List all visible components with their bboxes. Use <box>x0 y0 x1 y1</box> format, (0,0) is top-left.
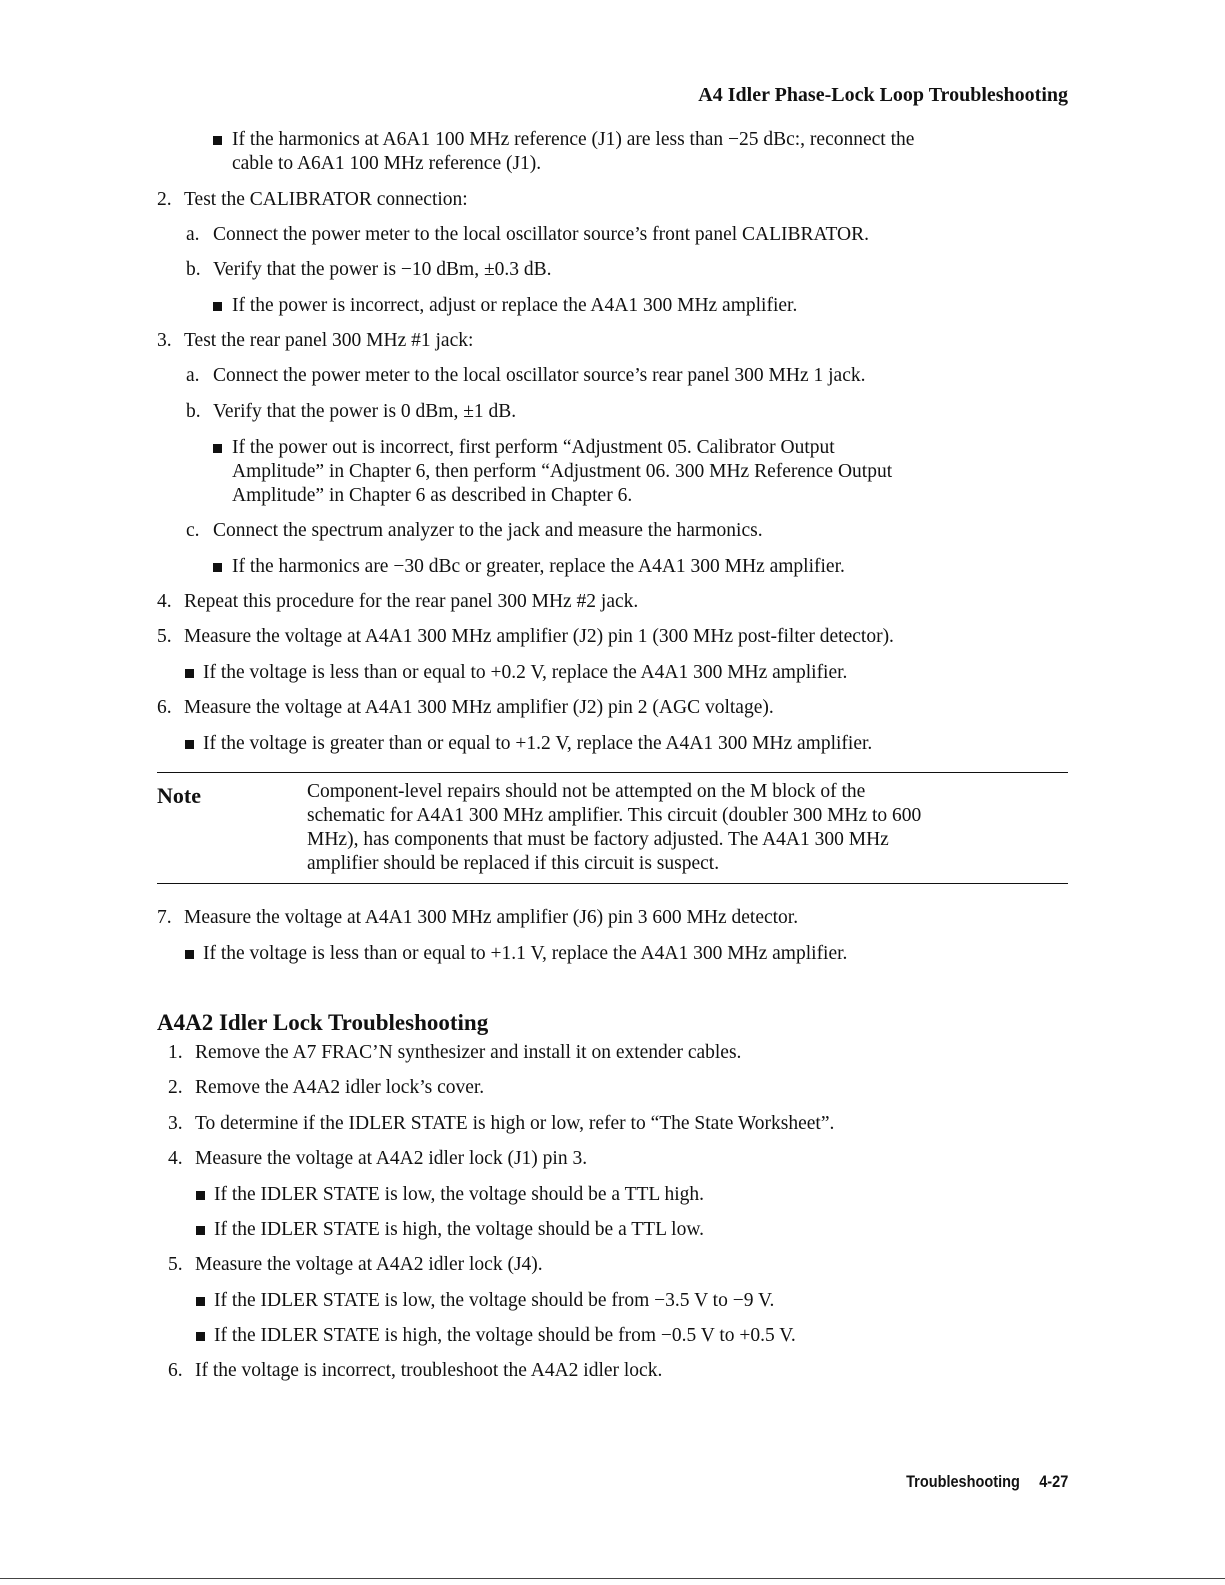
step-3a-label: a. <box>186 365 200 386</box>
step-2b-text: Verify that the power is −10 dBm, ±0.3 dB. <box>213 259 552 280</box>
page-footer <box>906 1473 1068 1492</box>
running-header: A4 Idler Phase-Lock Loop Troubleshooting <box>698 84 1068 106</box>
idler-step-3-number: 3. <box>168 1113 183 1134</box>
bullet-icon <box>196 1297 205 1306</box>
idler-step-1-text: Remove the A7 FRAC’N synthesizer and install it on extender cables. <box>195 1042 742 1063</box>
step-3a-text: Connect the power meter to the local oscillator source’s rear panel 300 MHz 1 jack. <box>213 365 866 386</box>
note-line-3: MHz), has components that must be factory adjusted. The A4A1 300 MHz <box>307 829 889 850</box>
idler-step-3-text: To determine if the IDLER STATE is high or low, refer to “The State Worksheet”. <box>195 1113 835 1134</box>
bullet-icon <box>213 136 222 145</box>
step-3b-text: Verify that the power is 0 dBm, ±1 dB. <box>213 401 517 422</box>
step-1-bullet-line-2: cable to A6A1 100 MHz reference (J1). <box>232 153 542 174</box>
step-3b-bullet-line-2: Amplitude” in Chapter 6, then perform “Adjustment 06. 300 MHz Reference Output <box>232 461 893 482</box>
step-3b-bullet-line-1: If the power out is incorrect, first perform “Adjustment 05. Calibrator Output <box>232 437 835 458</box>
step-2b-bullet: If the power is incorrect, adjust or replace the A4A1 300 MHz amplifier. <box>232 295 798 316</box>
idler-step-5-number: 5. <box>168 1254 183 1275</box>
note-line-1: Component-level repairs should not be attempted on the M block of the <box>307 781 866 802</box>
bullet-icon <box>213 444 222 453</box>
step-7-bullet: If the voltage is less than or equal to +1.1 V, replace the A4A1 300 MHz amplifier. <box>203 943 848 964</box>
step-5-number: 5. <box>157 626 172 647</box>
note-top-rule <box>157 772 1068 773</box>
step-6-bullet: If the voltage is greater than or equal to +1.2 V, replace the A4A1 300 MHz amplifier. <box>203 733 873 754</box>
step-3c-text: Connect the spectrum analyzer to the jack and measure the harmonics. <box>213 520 763 541</box>
note-label: Note <box>157 783 201 808</box>
page-number: 4-27 <box>1038 1473 1068 1491</box>
step-2-text: Test the CALIBRATOR connection: <box>184 189 468 210</box>
step-2a-label: a. <box>186 224 200 245</box>
step-3-text: Test the rear panel 300 MHz #1 jack: <box>184 330 474 351</box>
step-3c-bullet: If the harmonics are −30 dBc or greater, replace the A4A1 300 MHz amplifier. <box>232 556 845 577</box>
step-3-number: 3. <box>157 330 172 351</box>
bullet-icon <box>185 740 194 749</box>
step-5-text: Measure the voltage at A4A1 300 MHz amplifier (J2) pin 1 (300 MHz post-filter detector). <box>184 626 894 647</box>
step-2b-label: b. <box>186 259 201 280</box>
page-bottom-edge <box>0 1578 1225 1579</box>
step-4-number: 4. <box>157 591 172 612</box>
note-bottom-rule <box>157 883 1068 884</box>
note-line-2: schematic for A4A1 300 MHz amplifier. This circuit (doubler 300 MHz to 600 <box>307 805 922 826</box>
bullet-icon <box>196 1226 205 1235</box>
step-6-number: 6. <box>157 697 172 718</box>
idler-step-6-text: If the voltage is incorrect, troubleshoot the A4A2 idler lock. <box>195 1360 663 1381</box>
idler-step-5-bullet-1: If the IDLER STATE is low, the voltage should be from −3.5 V to −9 V. <box>214 1290 775 1311</box>
step-1-bullet-line-1: If the harmonics at A6A1 100 MHz reference (J1) are less than −25 dBc:, reconnect the <box>232 129 915 150</box>
step-3b-label: b. <box>186 401 201 422</box>
note-line-4: amplifier should be replaced if this circuit is suspect. <box>307 853 720 874</box>
idler-step-1-number: 1. <box>168 1042 183 1063</box>
bullet-icon <box>196 1191 205 1200</box>
idler-step-4-bullet-1: If the IDLER STATE is low, the voltage should be a TTL high. <box>214 1184 705 1205</box>
idler-step-4-number: 4. <box>168 1148 183 1169</box>
step-2a-text: Connect the power meter to the local oscillator source’s front panel CALIBRATOR. <box>213 224 869 245</box>
bullet-icon <box>185 950 194 959</box>
idler-step-2-text: Remove the A4A2 idler lock’s cover. <box>195 1077 485 1098</box>
bullet-icon <box>196 1332 205 1341</box>
idler-step-6-number: 6. <box>168 1360 183 1381</box>
section-heading: A4A2 Idler Lock Troubleshooting <box>157 1010 489 1035</box>
note-body <box>307 780 1067 876</box>
step-6-text: Measure the voltage at A4A1 300 MHz amplifier (J2) pin 2 (AGC voltage). <box>184 697 774 718</box>
step-3b-bullet-line-3: Amplitude” in Chapter 6 as described in Chapter 6. <box>232 485 633 506</box>
idler-step-4-bullet-2: If the IDLER STATE is high, the voltage should be a TTL low. <box>214 1219 705 1240</box>
bullet-icon <box>213 302 222 311</box>
idler-step-5-text: Measure the voltage at A4A2 idler lock (J4). <box>195 1254 543 1275</box>
footer-section-name: Troubleshooting <box>905 1473 1020 1491</box>
step-7-number: 7. <box>157 907 172 928</box>
idler-step-4-text: Measure the voltage at A4A2 idler lock (J1) pin 3. <box>195 1148 588 1169</box>
step-5-bullet: If the voltage is less than or equal to +0.2 V, replace the A4A1 300 MHz amplifier. <box>203 662 848 683</box>
idler-step-2-number: 2. <box>168 1077 183 1098</box>
idler-step-5-bullet-2: If the IDLER STATE is high, the voltage should be from −0.5 V to +0.5 V. <box>214 1325 796 1346</box>
bullet-icon <box>213 563 222 572</box>
step-2-number: 2. <box>157 189 172 210</box>
bullet-icon <box>185 669 194 678</box>
step-4-text: Repeat this procedure for the rear panel 300 MHz #2 jack. <box>184 591 639 612</box>
step-3c-label: c. <box>186 520 200 541</box>
step-7-text: Measure the voltage at A4A1 300 MHz amplifier (J6) pin 3 600 MHz detector. <box>184 907 799 928</box>
